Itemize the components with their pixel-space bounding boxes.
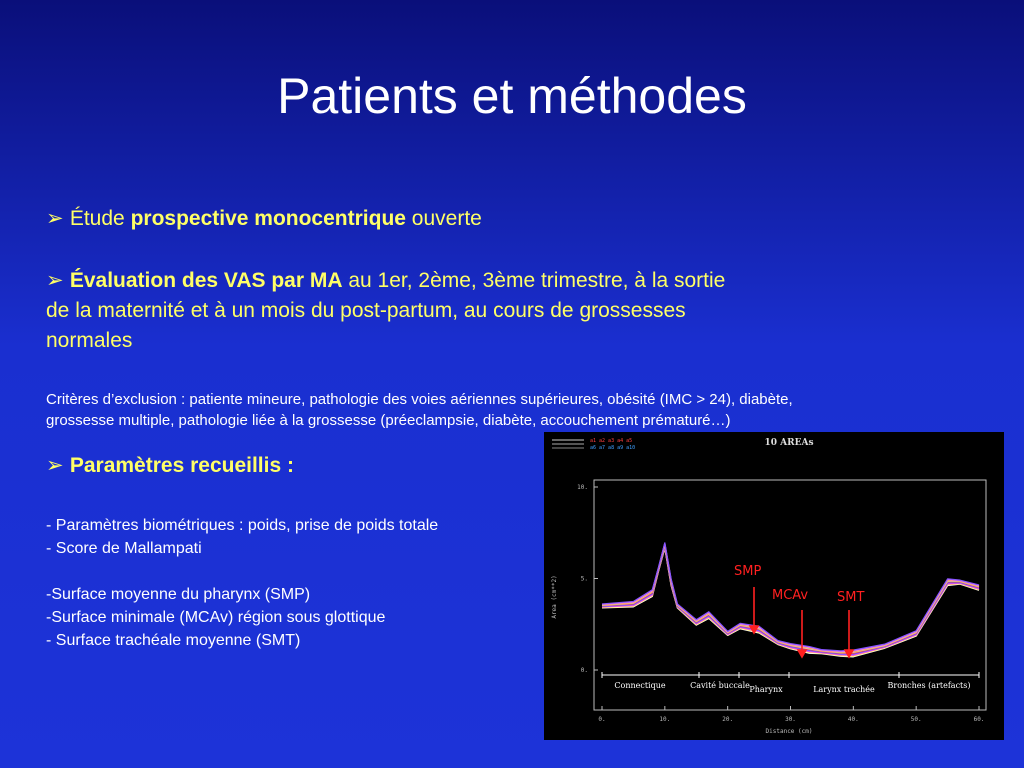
arrow-bullet-icon: ➢ [46, 207, 64, 230]
x-tick-label: 60. [973, 716, 985, 723]
region-bars [602, 672, 979, 678]
param-line: -Surface moyenne du pharynx (SMP) [46, 586, 311, 603]
region-pharynx: Pharynx [749, 685, 783, 694]
region-larynx-trachee: Larynx trachée [813, 685, 875, 694]
x-tick-label: 20. [722, 716, 734, 723]
x-tick-label: 50. [910, 716, 922, 723]
y-axis-label: Area (cm**2) [551, 575, 558, 619]
svg-text:a1 a2 a3 a4 a5: a1 a2 a3 a4 a5 [590, 438, 633, 444]
param-line: - Paramètres biométriques : poids, prise de poids totale [46, 517, 439, 534]
x-tick-label: 40. [847, 716, 859, 723]
area-distance-chart [544, 432, 1004, 740]
exclusion-criteria: Critères d’exclusion : patiente mineure, pathologie des voies aériennes supérieures, obésité (IMC > 24), diabète, grossesse multiple, pathologie liée à la grossesse (préeclampsie, diabète, accouchement prématuré…) [46, 391, 793, 429]
x-tick-label: 10. [659, 716, 671, 723]
arrow-bullet-icon: ➢ [46, 454, 64, 477]
params-list [46, 514, 438, 652]
svg-text:a6 a7 a8 a9 a10: a6 a7 a8 a9 a10 [590, 445, 636, 451]
annotation-smp: SMP [734, 564, 762, 579]
param-line [46, 560, 438, 583]
annotation-mcav: MCAv [772, 588, 809, 603]
y-tick-label: 10. [577, 484, 588, 491]
param-line: - Score de Mallampati [46, 540, 202, 557]
region-bronches: Bronches (artefacts) [887, 681, 971, 690]
slide-title: Patients et méthodes [277, 68, 747, 124]
region-connectique: Connectique [614, 681, 666, 690]
arrow-head-mcav [798, 650, 806, 657]
x-tick-label: 0. [598, 716, 606, 723]
arrow-bullet-icon: ➢ [46, 269, 64, 292]
figure-title: 10 AREAs [764, 438, 814, 448]
annotation-smt: SMT [837, 590, 865, 605]
param-line: -Surface minimale (MCAv) région sous glottique [46, 609, 386, 626]
y-tick-label: 5. [580, 575, 588, 583]
region-cavite-buccale: Cavité buccale [690, 681, 750, 690]
bullet-etude: ➢ Étude prospective monocentrique ouverte [46, 204, 482, 234]
bullet-parametres: ➢ Paramètres recueillis : [46, 451, 294, 481]
y-tick-label: 0. [580, 667, 588, 674]
x-axis-label: Distance (cm) [765, 728, 813, 735]
param-line: - Surface trachéale moyenne (SMT) [46, 632, 301, 649]
legend [552, 438, 635, 451]
acoustic-reflectometry-figure [544, 432, 1004, 740]
bullet-evaluation: ➢ Évaluation des VAS par MA au 1er, 2ème, 3ème trimestre, à la sortie de la maternité et à un mois du post-partum, au cours de grossesses normales [46, 266, 926, 356]
x-tick-label: 30. [785, 716, 796, 723]
